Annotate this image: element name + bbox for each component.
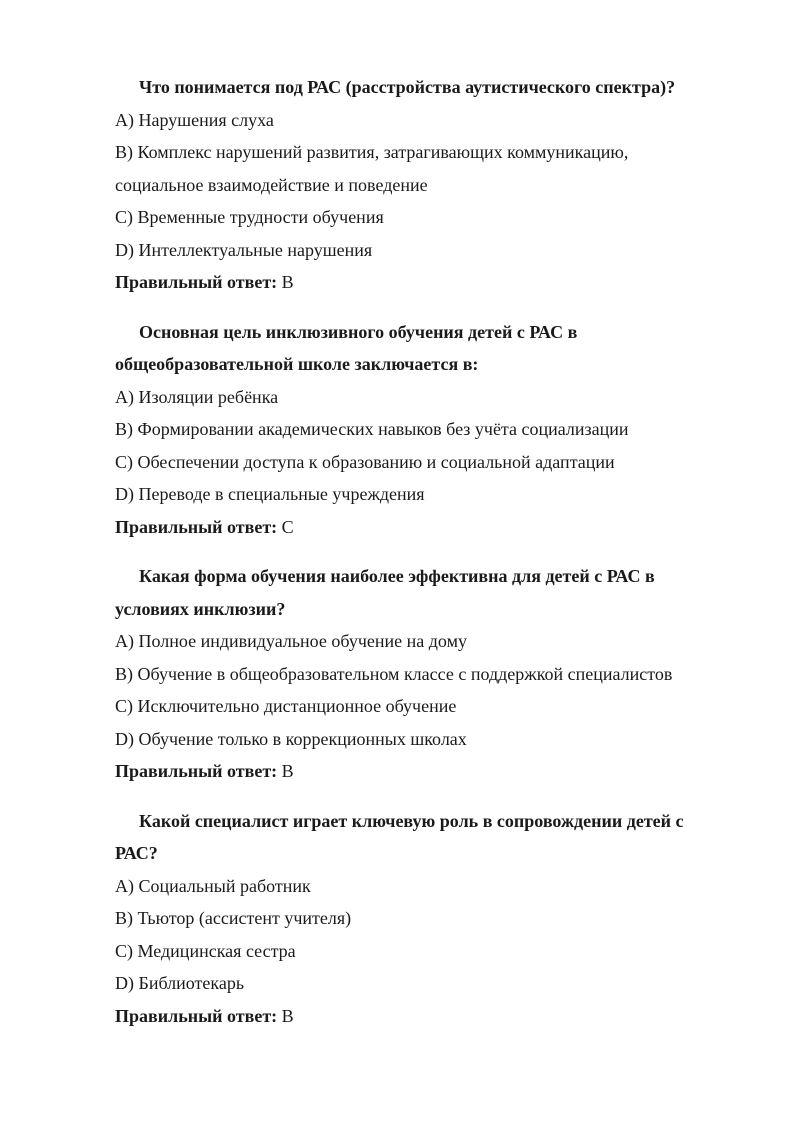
correct-answer-label: Правильный ответ: <box>115 1005 278 1026</box>
question-block <box>115 71 725 299</box>
answer-option: A) Нарушения слуха <box>115 109 274 130</box>
correct-answer-label: Правильный ответ: <box>115 761 278 781</box>
quiz-content <box>115 71 725 1049</box>
answer-option: C) Исключительно дистанционное обучение <box>115 696 457 716</box>
correct-answer <box>115 755 725 788</box>
answer-option: C) Обеспечении доступа к образованию и социальной адаптации <box>115 451 615 472</box>
question-block <box>115 805 725 1033</box>
answer-option: C) Временные трудности обучения <box>115 207 384 227</box>
question-text: общеобразовательной школе заключается в: <box>115 354 479 374</box>
answer-option: A) Изоляции ребёнка <box>115 386 279 407</box>
answer-option: D) Переводе в специальные учреждения <box>115 484 425 504</box>
correct-answer <box>115 266 725 299</box>
correct-answer-value: C <box>277 516 294 537</box>
question-text: условиях инклюзии? <box>115 598 286 619</box>
question-text: Что понимается под РАС (расстройства аутистического спектра)? <box>139 77 676 97</box>
answer-option: социальное взаимодействие и поведение <box>115 174 428 195</box>
question-text: Основная цель инклюзивного обучения детей с РАС в <box>139 321 578 342</box>
answer-option: B) Тьютор (ассистент учителя) <box>115 908 352 928</box>
correct-answer <box>115 1000 725 1033</box>
answer-option: A) Полное индивидуальное обучение на дому <box>115 631 467 651</box>
question-text: Какой специалист играет ключевую роль в сопровождении детей с <box>139 810 684 831</box>
correct-answer-value: B <box>277 272 294 292</box>
question-block <box>115 560 725 788</box>
correct-answer-value: B <box>277 761 294 781</box>
answer-option: D) Интеллектуальные нарушения <box>115 239 373 260</box>
correct-answer <box>115 511 725 544</box>
correct-answer-value: B <box>277 1005 294 1026</box>
answer-option: B) Обучение в общеобразовательном классе с поддержкой специалистов <box>115 663 673 684</box>
answer-option: A) Социальный работник <box>115 875 311 896</box>
answer-option: C) Медицинская сестра <box>115 940 296 961</box>
answer-option: D) Библиотекарь <box>115 973 245 993</box>
question-text: РАС? <box>115 843 158 863</box>
correct-answer-label: Правильный ответ: <box>115 516 278 537</box>
correct-answer-label: Правильный ответ: <box>115 272 278 292</box>
answer-option: B) Формировании академических навыков без учёта социализации <box>115 419 629 439</box>
question-block <box>115 316 725 544</box>
answer-option: D) Обучение только в коррекционных школах <box>115 728 467 749</box>
answer-option: B) Комплекс нарушений развития, затрагивающих коммуникацию, <box>115 142 629 162</box>
question-text: Какая форма обучения наиболее эффективна для детей с РАС в <box>139 566 655 586</box>
